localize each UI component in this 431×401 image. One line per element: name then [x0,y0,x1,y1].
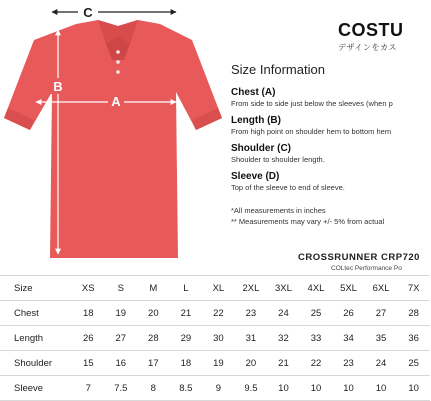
table-cell: 10 [397,376,430,401]
product-title: CROSSRUNNER CRP720 [298,252,420,263]
table-cell: 34 [332,326,365,351]
table-cell: 17 [137,351,170,376]
header-size: L [170,276,203,301]
table-cell: 18 [170,351,203,376]
table-row-sleeve [0,376,430,401]
header-size: XS [72,276,105,301]
header-size: 5XL [332,276,365,301]
table-cell: 26 [72,326,105,351]
table-cell: 33 [300,326,333,351]
definition-description: From high point on shoulder hem to bottom hem [231,127,392,136]
definition-length [231,115,431,137]
table-cell: 15 [72,351,105,376]
shirt-button [116,50,120,54]
table-cell: 25 [397,351,430,376]
row-label: Length [0,326,72,351]
header-size: 7X [397,276,430,301]
table-row-chest [0,301,430,326]
table-cell: 20 [137,301,170,326]
brand-subtitle: デザインをカス [338,43,397,52]
table-cell: 36 [397,326,430,351]
definition-name: Chest (A) [231,87,276,98]
product-heading [298,252,420,272]
table-cell: 9.5 [235,376,268,401]
brand-name: COSTU [338,20,404,40]
header-size: 4XL [300,276,333,301]
definition-chest [231,87,431,109]
definition-description: Shoulder to shoulder length. [231,155,325,164]
table-cell: 21 [267,351,300,376]
table-cell: 27 [365,301,398,326]
table-cell: 35 [365,326,398,351]
shirt-button [116,70,120,74]
table-cell: 16 [105,351,138,376]
definition-name: Length (B) [231,115,281,126]
row-label: Sleeve [0,376,72,401]
size-info-title: Size Information [231,62,325,77]
definition-shoulder [231,143,431,165]
table-cell: 20 [235,351,268,376]
table-cell: 18 [72,301,105,326]
table-cell: 10 [300,376,333,401]
table-cell: 27 [105,326,138,351]
product-subtitle: COLtec Performance Po [331,265,402,272]
definition-description: Top of the sleeve to end of sleeve. [231,183,345,192]
table-cell: 26 [332,301,365,326]
table-cell: 10 [267,376,300,401]
table-cell: 30 [202,326,235,351]
table-cell: 21 [170,301,203,326]
table-cell: 25 [300,301,333,326]
table-cell: 9 [202,376,235,401]
table-cell: 23 [235,301,268,326]
label-a: A [111,94,121,109]
table-cell: 8 [137,376,170,401]
definition-name: Sleeve (D) [231,171,280,182]
brand-logo [338,20,404,53]
shirt-button [116,60,120,64]
note-units: *All measurements in inches [231,206,326,215]
label-b: B [53,79,63,94]
definition-sleeve [231,171,431,193]
header-size: 2XL [235,276,268,301]
header-size: S [105,276,138,301]
header-size: 3XL [267,276,300,301]
row-label: Shoulder [0,351,72,376]
table-cell: 19 [202,351,235,376]
header-size: 6XL [365,276,398,301]
table-cell: 7 [72,376,105,401]
polo-shirt-diagram [0,0,232,262]
table-cell: 22 [202,301,235,326]
label-c: C [83,5,93,20]
table-cell: 19 [105,301,138,326]
definition-description: From side to side just below the sleeves (when p [231,99,393,108]
table-row-length [0,326,430,351]
table-cell: 28 [397,301,430,326]
table-cell: 31 [235,326,268,351]
table-cell: 22 [300,351,333,376]
measurement-notes [231,205,431,227]
header-size: M [137,276,170,301]
table-cell: 32 [267,326,300,351]
header-size: XL [202,276,235,301]
note-variance: ** Measurements may vary +/- 5% from actual [231,217,385,226]
table-cell: 7.5 [105,376,138,401]
table-cell: 29 [170,326,203,351]
row-label: Chest [0,301,72,326]
header-size-label: Size [0,276,72,301]
table-cell: 23 [332,351,365,376]
table-cell: 10 [365,376,398,401]
table-cell: 24 [267,301,300,326]
table-cell: 24 [365,351,398,376]
table-cell: 8.5 [170,376,203,401]
table-header-row [0,276,430,301]
table-cell: 28 [137,326,170,351]
definition-name: Shoulder (C) [231,143,291,154]
table-row-shoulder [0,351,430,376]
table-cell: 10 [332,376,365,401]
size-chart-table [0,275,430,401]
size-information-panel [231,62,431,227]
